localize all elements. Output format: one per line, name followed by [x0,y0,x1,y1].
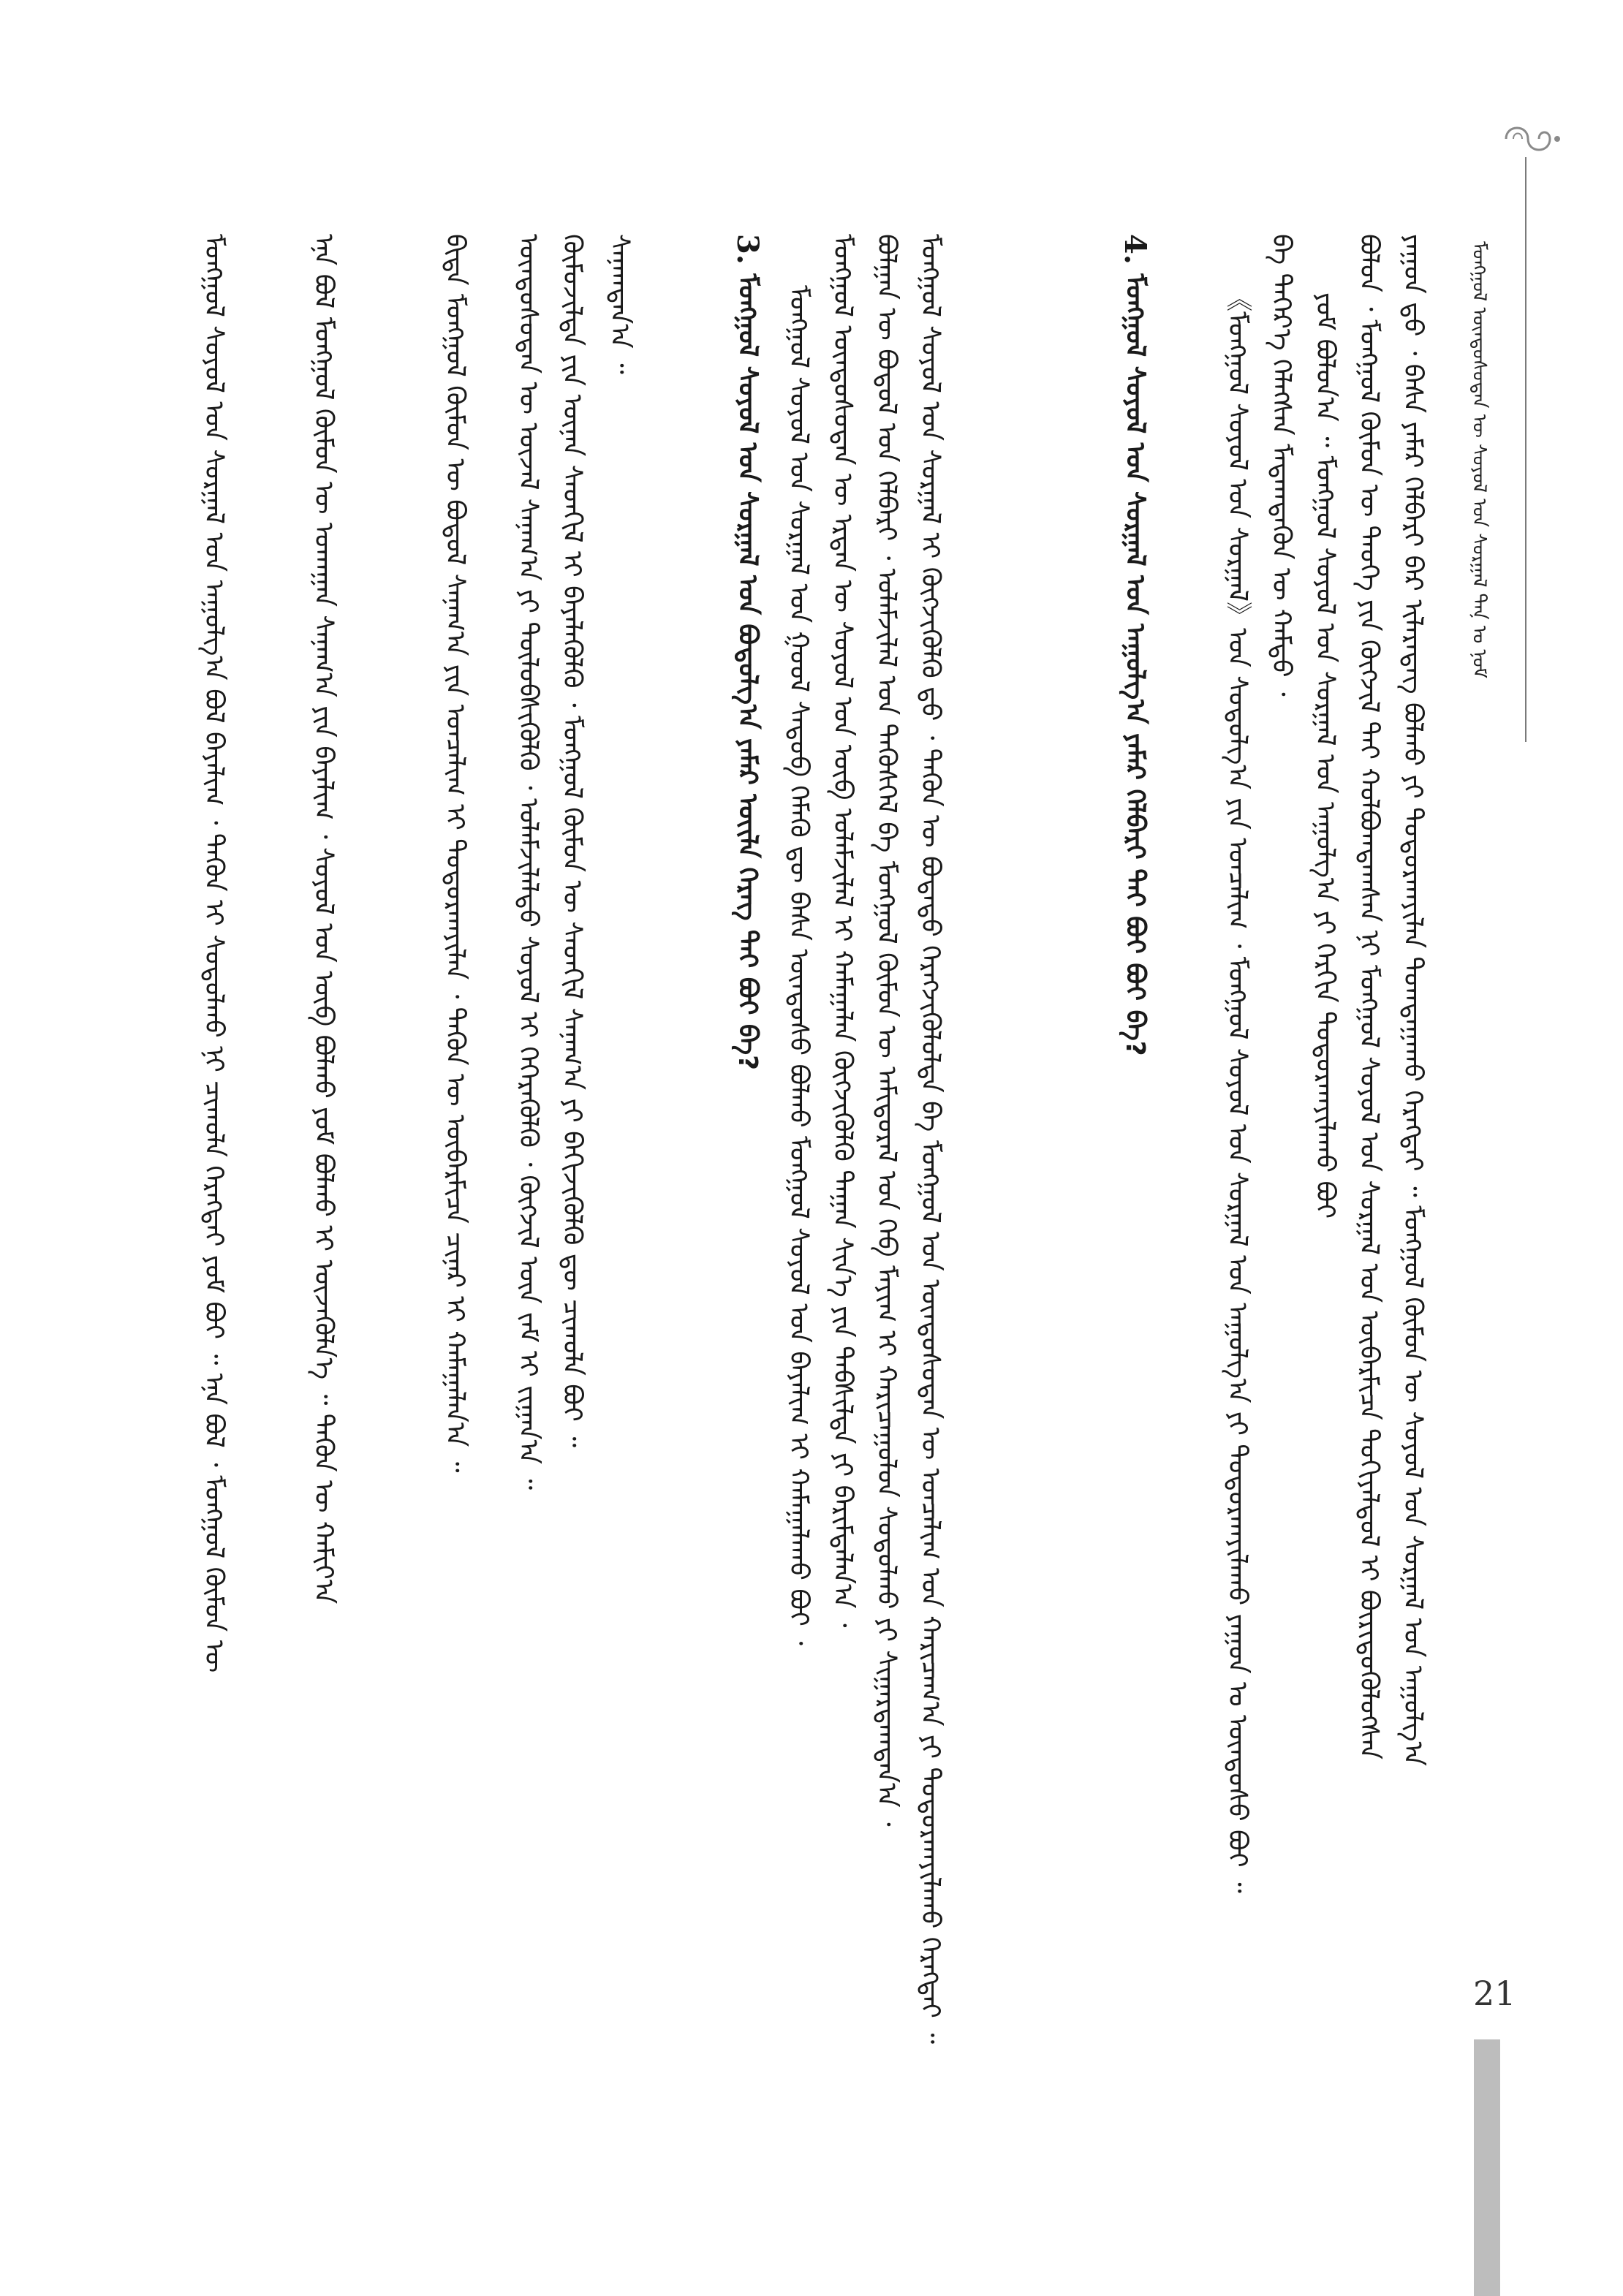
text-column-14: ᠡᠨᠡ ᠪᠣᠯ ᠮᠣᠩᠭᠣᠯ ᠬᠦᠮᠦᠨ ᠦ ᠤᠬᠠᠭᠠᠨ ᠰᠠᠨᠠᠭ᠎ᠠ ᠶᠢᠨ ᠪᠠᠶᠠᠯᠢᠭ ᠂ ᠰᠣᠶᠣᠯ ᠤᠨ ᠥᠪ ᠪᠣᠯᠬᠤ ᠶᠤᠮ ᠪᠣᠯᠬᠤ ᠢ ᠦᠵᠡᠭᠦᠯᠨ᠎ᠡ ᠃ ᠲᠡᠭᠦᠨ ᠦ ᠬᠠᠮᠢᠶ᠎ᠠ [309,234,338,1604]
running-title: ᠮᠣᠩᠭᠣᠯ ᠦᠨᠳᠦᠰᠦᠲᠡᠨ ᠦ ᠰᠣᠶᠣᠯ ᠤᠨ ᠰᠣᠷᠭᠠᠯ ᠲᠠᠨ᠋ ᠤ ᠨᠣᠮ [1468,241,1490,678]
text-column-6: ᠮᠣᠩᠭᠣᠯ ᠰᠣᠶᠣᠯ ᠤᠨ ᠰᠤᠷᠭᠠᠯ ᠢ ᠬᠥᠭᠵᠢᠭᠦᠯᠬᠦ ᠳ᠋ᠤ ᠂ ᠲᠡᠭᠦᠨ ᠦ ᠪᠣᠳᠠᠲᠤ ᠬᠡᠷᠡᠭᠵᠢᠭᠦᠯᠦᠯᠲᠡ ᠪᠠ ᠮᠣᠩᠭᠣᠯ ᠤᠨ ᠦᠨᠳᠦᠰᠦᠲᠡᠨ ᠦ ᠣᠨᠴᠠᠯᠢᠭ ᠤᠨ ᠬᠠᠷᠢᠴᠠᠭ᠎ᠠ ᠶᠢ ᠲᠣᠳᠣᠷᠬᠠᠶᠢᠯᠠᠬᠤ ᠬᠡᠷᠡᠭᠲᠡᠢ ᠃ [915,234,945,2045]
text-column-11: ᠬᠦᠮᠦᠵᠢᠯᠲᠡ ᠶᠢᠨ ᠦᠨᠡᠨ ᠰᠡᠳᠬᠢᠯ ᠢ ᠪᠡᠶᠡᠯᠡᠭᠦᠯᠬᠦ ᠂ ᠮᠣᠩᠭᠣᠯ ᠬᠦᠮᠦᠨ ᠦ ᠰᠡᠳᠬᠢᠯ ᠰᠠᠨᠠᠭ᠎ᠠ ᠶᠢ ᠪᠡᠬᠢᠵᠢᠭᠦᠯᠬᠦ ᠳᠦ ᠴᠢᠬᠤᠯᠠ ᠪᠤᠢ ᠃ [557,234,587,1448]
text-column-10: ᠰᠠᠨᠠᠭᠳᠠᠨ᠎ᠠ ᠃ [605,234,635,374]
page-edge-tab [1474,2039,1500,2296]
text-column-7: ᠪᠣᠯᠭᠠᠨ ᠦ ᠪᠣᠳᠣᠯ ᠤᠨ ᠬᠡᠯᠪᠡᠷᠢ ᠂ ᠤᠯᠠᠮᠵᠢᠯᠠᠯ ᠤᠨ ᠲᠡᠭᠦᠰᠬᠡᠯ ᠪᠠ ᠮᠣᠩᠭᠣᠯ ᠬᠦᠮᠦᠨ ᠦ ᠠᠮᠢᠳᠤᠷᠠᠯ ᠤᠨ ᠬᠡᠪ ᠮᠠᠶᠢᠭ ᠢ ᠬᠠᠷᠢᠴᠠᠭᠤᠯᠤᠨ ᠰᠤᠳᠤᠯᠬᠤ ᠶᠢ ᠰᠢᠭᠠᠷᠳᠠᠭᠳᠠᠨ᠎ᠠ ᠂ [871,234,901,1827]
text-column-8: ᠮᠣᠩᠭᠣᠯ ᠦᠨᠳᠦᠰᠦᠲᠡᠨ ᠦ ᠡᠷᠲᠡᠨ ᠦ ᠰᠣᠶᠣᠯ ᠤᠨ ᠥᠪ ᠤᠯᠠᠮᠵᠢᠯᠠᠯ ᠢ ᠬᠠᠮᠠᠭᠠᠯᠠᠨ ᠬᠥᠭᠵᠢᠭᠦᠯᠬᠦ ᠳᠠᠭᠠᠨ ᠰᠢᠨ᠎ᠡ ᠶᠢᠨ ᠳᠡᠪᠰᠢᠯᠲᠡ ᠶᠢ ᠪᠠᠷᠢᠮᠲᠠᠯᠠᠨ᠎ᠠ ᠂ [828,234,858,1628]
heading-number: 3. [730,234,765,265]
section-heading-4 [1119,234,1151,1082]
header-rule [1525,157,1526,742]
text-column-3: ᠶᠤᠮ ᠪᠣᠯᠤᠨ᠎ᠠ ᠃ ᠮᠣᠩᠭᠣᠯ ᠰᠣᠶᠣᠯ ᠤᠨ ᠰᠤᠷᠭᠠᠯ ᠤᠨ ᠠᠭᠤᠯᠭ᠎ᠠ ᠶᠢ ᠬᠡᠷᠬᠢᠨ ᠲᠣᠳᠣᠷᠬᠠᠶᠢᠯᠠᠬᠤ ᠪᠤᠢ [1310,292,1340,1219]
heading-text: ᠮᠣᠩᠭᠣᠯ ᠰᠣᠶᠣᠯ ᠤᠨ ᠰᠤᠷᠭᠠᠯ ᠤᠨ ᠪᠣᠳᠣᠯᠭ᠎ᠠ ᠶᠠᠮᠠᠷ ᠦᠢᠯᠡ ᠬᠡᠷᠡᠭ ᠲᠡᠢ ᠪᠤᠢ ᠪᠡ? [733,273,763,1071]
page-number: 21 [1473,1974,1516,2013]
text-column-9: ᠮᠣᠩᠭᠣᠯ ᠰᠣᠶᠣᠯ ᠤᠨ ᠰᠤᠷᠭᠠᠯ ᠤᠨ ᠭᠣᠣᠯ ᠰᠡᠳᠦᠪ ᠬᠡᠮᠡᠬᠦ ᠳᠦ ᠪᠠᠰᠠ ᠦᠨᠳᠦᠰᠦ ᠪᠣᠯᠬᠤ ᠮᠣᠩᠭᠣᠯ ᠰᠣᠶᠣᠯ ᠤᠨ ᠪᠠᠶᠠᠯᠢᠭ ᠢ ᠬᠠᠮᠠᠭᠠᠯᠠᠬᠤ ᠪᠤᠢ ᠂ [784,285,814,1645]
text-column-1: ᠶᠠᠭᠤᠨ ᠳ᠋ᠤ ᠂ ᠪᠠᠰᠠ ᠶᠠᠮᠠᠷ ᠬᠡᠯᠪᠡᠷᠢ ᠪᠠᠷ ᠢᠯᠡᠷᠡᠳᠡᠭ ᠪᠣᠯᠬᠤ ᠶᠢ ᠲᠣᠳᠣᠷᠬᠠᠶᠢᠯᠠᠨ ᠲᠣᠭᠳᠠᠭᠠᠬᠤ ᠬᠡᠷᠡᠭᠲᠡᠢ ᠃ ᠮᠣᠩᠭᠣᠯ ᠬᠦᠮᠦᠨ ᠦ ᠰᠣᠶᠣᠯ ᠤᠨ ᠰᠤᠷᠭᠠᠯ ᠤᠨ ᠠᠭᠤᠯᠭ᠎ᠠ [1398,234,1428,1766]
text-column-2: ᠪᠣᠯᠤᠨ ᠂ ᠮᠣᠩᠭᠣᠯ ᠬᠦᠮᠦᠨ ᠦ ᠲᠡᠦᠬᠡ ᠶᠢᠨ ᠬᠥᠭᠵᠢᠯ ᠲᠡᠢ ᠬᠣᠯᠪᠣᠭᠳᠠᠭᠰᠠᠨ ᠨᠢ ᠮᠣᠩᠭᠣᠯ ᠰᠣᠶᠣᠯ ᠤᠨ ᠰᠤᠷᠭᠠᠯ ᠤᠨ ᠥᠪᠡᠷᠮᠢᠴᠡ ᠲᠣᠬᠢᠶᠠᠯᠳᠤᠯ ᠢ ᠪᠦᠷᠢᠳᠦᠭᠦᠯᠦᠭᠰᠡᠨ [1354,234,1384,1760]
section-heading-3 [731,234,763,1082]
text-column-13: ᠪᠢᠳᠡ ᠮᠣᠩᠭᠣᠯ ᠬᠦᠮᠦᠨ ᠦ ᠪᠣᠳᠣᠯ ᠰᠠᠨᠠᠭ᠎ᠠ ᠶᠢᠨ ᠣᠨᠴᠠᠯᠢᠭ ᠢ ᠲᠣᠳᠣᠷᠬᠠᠶᠢᠯᠠᠨ ᠂ ᠲᠡᠭᠦᠨ ᠦ ᠥᠪᠡᠷᠮᠢᠴᠡ ᠴᠢᠨᠠᠷ ᠢ ᠬᠠᠮᠠᠭᠠᠯᠠᠨ᠎ᠠ ᠃ [440,234,470,1473]
text-column-5: 《ᠮᠣᠩᠭᠣᠯ ᠰᠣᠶᠣᠯ ᠤᠨ ᠰᠤᠷᠭᠠᠯ》ᠤᠨ ᠰᠤᠳᠤᠯᠭ᠎ᠠ ᠶᠢᠨ ᠣᠨᠴᠠᠯᠢᠭ ᠂ ᠮᠣᠩᠭᠣᠯ ᠰᠣᠶᠣᠯ ᠤᠨ ᠰᠤᠷᠭᠠᠯ ᠤᠨ ᠠᠭᠤᠯᠭ᠎ᠠ ᠶᠢ ᠲᠣᠳᠣᠷᠬᠠᠶᠢᠯᠠᠬᠤ ᠶᠠᠭᠤᠨ ᠤ ᠦᠨᠳᠦᠰᠦ ᠪᠤᠢ ᠃ [1222,285,1252,1893]
heading-text: ᠮᠣᠩᠭᠣᠯ ᠰᠣᠶᠣᠯ ᠤᠨ ᠰᠤᠷᠭᠠᠯ ᠤᠨ ᠠᠭᠤᠯᠭ᠎ᠠ ᠶᠠᠮᠠᠷ ᠬᠡᠯᠪᠡᠷᠢ ᠲᠡᠢ ᠪᠤᠢ ᠪᠤᠢ ᠪᠡ? [1120,273,1150,1056]
header-ornament-icon [1499,117,1565,161]
text-column-15: ᠮᠣᠩᠭᠣᠯ ᠰᠣᠶᠣᠯ ᠤᠨ ᠰᠤᠷᠭᠠᠯ ᠤᠨ ᠠᠭᠤᠯᠭ᠎ᠠ ᠪᠣᠯ ᠪᠠᠶᠠᠯᠢᠭ ᠂ ᠲᠡᠭᠦᠨ ᠢ ᠰᠤᠳᠤᠯᠬᠤ ᠨᠢ ᠴᠢᠬᠤᠯᠠ ᠬᠡᠷᠡᠭᠲᠡᠢ ᠶᠤᠮ ᠪᠤᠢ ᠃ ᠡᠨᠡ ᠪᠣᠯ ᠂ ᠮᠣᠩᠭᠣᠯ ᠬᠦᠮᠦᠨ ᠦ [199,234,229,1673]
text-column-4: ᠪᠡ ᠳᠡᠭᠡᠷ᠎ᠡ ᠬᠡᠯᠡᠭᠰᠡᠨ ᠮᠡᠳᠡᠭ᠍ᠳᠡᠬᠦᠨ ᠦ ᠬᠠᠮᠲᠤ ᠂ [1266,234,1296,697]
text-column-12: ᠦᠨᠳᠦᠰᠦᠲᠡᠨ ᠦ ᠦᠵᠡᠯ ᠰᠠᠨᠠᠭ᠎ᠠ ᠶᠢ ᠲᠥᠯᠦᠪᠰᠢᠭᠦᠯᠬᠦ ᠂ ᠤᠯᠠᠮᠵᠢᠯᠠᠯᠲᠤ ᠰᠣᠶᠣᠯ ᠢ ᠭᠡᠭᠡᠷᠡᠭᠦᠯᠬᠦ ᠂ ᠬᠥᠭᠵᠢᠯ ᠦᠨ ᠵᠠᠮ ᠢ ᠵᠢᠭᠠᠨ᠎ᠠ ᠃ [513,234,543,1490]
heading-number: 4. [1118,234,1152,265]
